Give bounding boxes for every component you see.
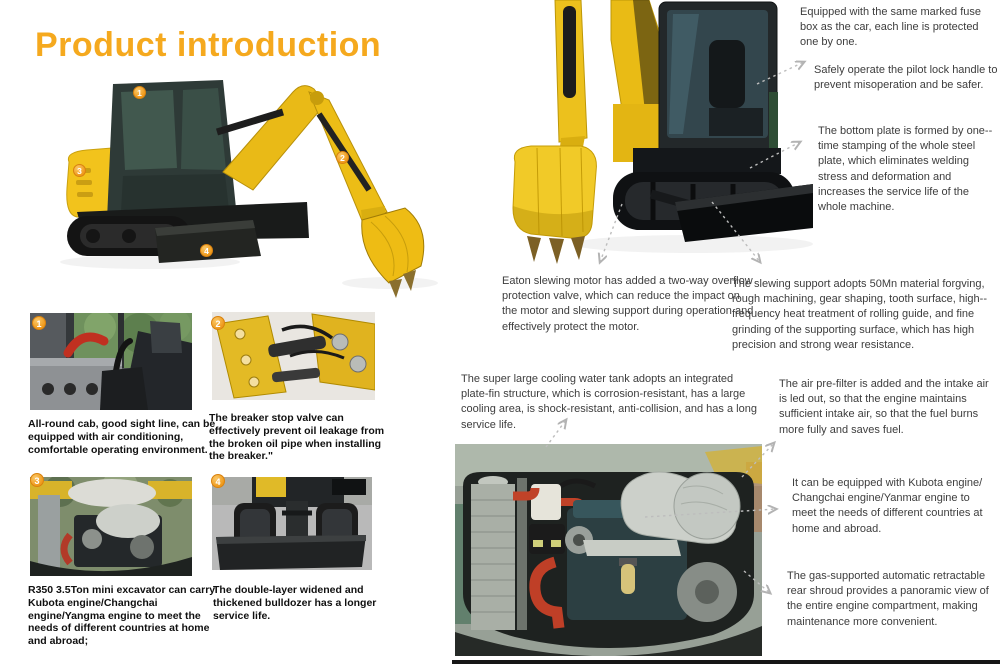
- fuel-filter: [621, 564, 635, 594]
- annotation-slewing-motor: Eaton slewing motor has added a two-way overflow protection valve, which can reduce the impact on the motor and slewing support during operation and effectively protect the motor.: [502, 275, 754, 333]
- feature-4-badge: 4: [211, 474, 225, 488]
- engine-side-photo: [30, 477, 192, 576]
- feature-2-caption: The breaker stop valve can effectively prevent oil leakage from the broken oil pipe when installing the breaker.": [209, 412, 385, 463]
- dipper-arm: [555, 0, 587, 158]
- feature-3-caption: R350 3.5Ton mini excavator can carry Kubota engine/Changchai engine/Yangma engine to meet the needs of different countries at home and abroad;: [28, 584, 216, 648]
- radiator: [471, 476, 515, 630]
- annotation-pilot-lock: Safely operate the pilot lock handle to prevent misoperation and be safer.: [814, 64, 998, 92]
- callout-2: 2: [336, 151, 349, 164]
- annotation-bottom-plate: The bottom plate is formed by one--time stamping of the whole steel plate, which eliminates welding stress and deformation and increases the service life of the whole machine.: [818, 125, 993, 213]
- callout-1: 1: [133, 86, 146, 99]
- annotation-air-prefilter: The air pre-filter is added and the intake air is led out, so that the engine maintains sufficient intake air, so that the fuel burns more fully and saves fuel.: [779, 378, 989, 436]
- annotation-rear-shroud: The gas-supported automatic retractable rear shroud provides a panoramic view of the entire engine compartment, making maintenance more convenient.: [787, 570, 989, 628]
- feature-3-badge: 3: [30, 473, 44, 487]
- front-excavator-image: [483, 0, 813, 268]
- annotation-fuse-box: Equipped with the same marked fuse box as the car, each line is protected one by one.: [800, 6, 981, 49]
- callout-4: 4: [200, 244, 213, 257]
- annotation-engine-options: It can be equipped with Kubota engine/ Changchai engine/Yanmar engine to meet the needs of different countries at home and abroad.: [792, 477, 983, 535]
- annotation-slewing-support: The slewing support adopts 50Mn material forgving, rough machining, gear shaping, tooth surface, high--frequency heat treatment of rolling guide, and fine grinding of the supporting surface, which has high precision and strong wear resistance.: [732, 278, 987, 351]
- page-title: Product introduction: [35, 26, 382, 64]
- feature-1-caption: All-round cab, good sight line, can be equipped with air conditioning, comfortable operating environment.: [28, 418, 216, 456]
- main-excavator-image: [55, 70, 465, 305]
- feature-4-caption: The double-layer widened and thickened bulldozer has a longer service life.: [213, 584, 377, 622]
- annotation-cooling-tank: The super large cooling water tank adopts an integrated plate-fin structure, which is corrosion-resistant, has a large cooling area, is shock-resistant, anti-collision, and has a long service life.: [461, 373, 757, 431]
- feature-2-badge: 2: [211, 316, 225, 330]
- bulldozer-blade-photo: [212, 477, 372, 570]
- feature-1-badge: 1: [32, 316, 46, 330]
- breaker-valve-photo: [212, 312, 375, 400]
- engine-compartment-photo: [455, 444, 762, 656]
- callout-3: 3: [73, 164, 86, 177]
- cab-interior-photo: [30, 313, 192, 410]
- bottom-divider: [452, 660, 1000, 664]
- cab: [107, 80, 237, 220]
